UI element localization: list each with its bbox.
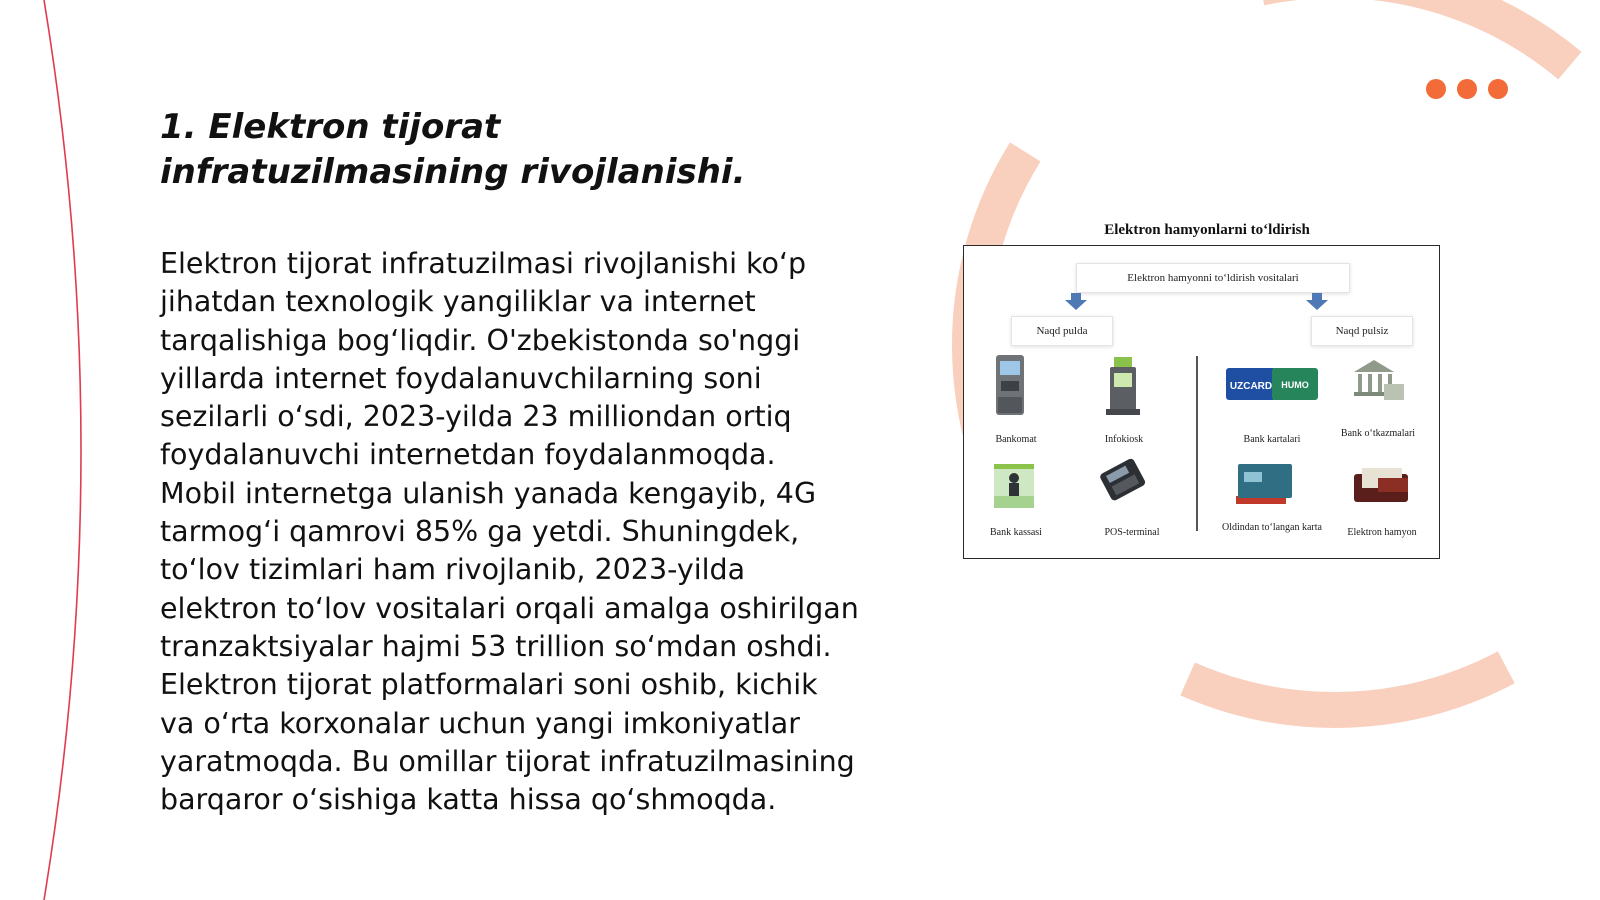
decorative-left-curve	[44, 0, 81, 900]
diagram-cashless-box: Naqd pulsiz	[1311, 316, 1413, 346]
dot-icon	[1457, 79, 1477, 99]
diagram-top-box: Elektron hamyonni to‘ldirish vositalari	[1076, 263, 1350, 293]
diagram-cash-box: Naqd pulda	[1011, 316, 1113, 346]
ewallet-label: Elektron hamyon	[1347, 527, 1417, 538]
bank-cards-icon	[1222, 364, 1322, 404]
bank-branches-label: Bank o‘tkazmalari	[1340, 428, 1416, 439]
figure-title: Elektron hamyonlarni to‘ldirish	[1104, 222, 1310, 238]
slide-title: 1. Elektron tijorat infratuzilmasining rivojlanishi.	[160, 107, 746, 192]
cashier-label: Bank kassasi	[990, 527, 1042, 538]
pos-terminal-label: POS-terminal	[1104, 527, 1160, 538]
kiosk-icon	[1102, 353, 1144, 417]
cashier-icon	[992, 456, 1038, 510]
more-dots-icon	[1426, 79, 1508, 99]
diagram-divider	[1196, 356, 1198, 531]
atm-label: Bankomat	[995, 434, 1037, 445]
atm-icon	[992, 353, 1028, 417]
bank-cards-label: Bank kartalari	[1243, 434, 1301, 445]
dot-icon	[1488, 79, 1508, 99]
uzcard-logo: UZCARD	[1229, 381, 1273, 392]
prepaid-card-icon	[1232, 460, 1296, 508]
dot-icon	[1426, 79, 1446, 99]
slide-body-text: Elektron tijorat infratuzilmasi rivojlanishi ko‘p jihatdan texnologik yangiliklar va internet tarqalishiga bog‘liqdir. O'zbekistonda so'nggi yillarda internet foydalanuvchilarning soni sezilarli o‘sdi, 2023-yilda 23 milliondan ortiq foydalanuvchi internetdan foydalanmoqda. Mobil internetga ulanish yanada kengayib, 4G tarmog‘i qamrovi 85% ga yetdi. Shuningdek, to‘lov tizimlari ham rivojlanib, 2023-yilda elektron to‘lov vositalari orqali amalga oshirilgan tranzaktsiyalar hajmi 53 trillion so‘mdan oshdi. Elektron tijorat platformalari soni oshib, kichik va o‘rta korxonalar uchun yangi imkoniyatlar yaratmoqda. Bu omillar tijorat infratuzilmasining barqaror o‘sishiga katta hissa qo‘shmoqda.	[160, 247, 859, 817]
wallet-icon	[1352, 464, 1410, 504]
arrow-down-icon	[1064, 293, 1088, 311]
pos-terminal-icon	[1094, 456, 1154, 504]
e-wallet-diagram	[963, 245, 1440, 559]
arrow-down-icon	[1305, 293, 1329, 311]
bank-building-icon	[1350, 356, 1406, 404]
humo-logo: HUMO	[1281, 380, 1309, 390]
prepaid-card-label: Oldindan to‘langan karta	[1222, 522, 1322, 533]
infokiosk-label: Infokiosk	[1104, 434, 1144, 445]
